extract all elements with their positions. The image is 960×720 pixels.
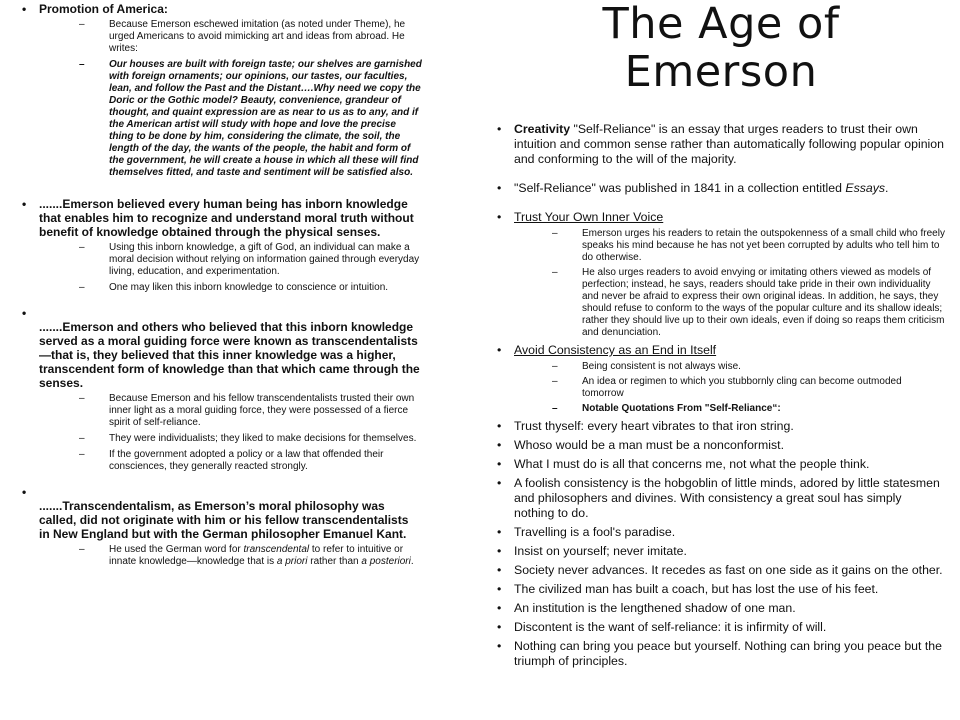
title-line-2: Emerson	[624, 47, 818, 97]
trust-heading: Trust Your Own Inner Voice	[514, 210, 664, 224]
sub-bullet	[57, 433, 422, 445]
quote-text: Discontent is the want of self-reliance: it is infirmity of will.	[514, 620, 827, 634]
sub-bullet-text: They were individualists; they liked to make decisions for themselves.	[109, 433, 417, 444]
sub-bullet	[57, 393, 422, 429]
sub-bullet-text: He also urges readers to avoid envying or imitating others viewed as models of perfection; instead, he says, readers should take pride in their own individuality and never be afraid to express their own original ideas. In addition, he says, they should refuse to conform to the ways of the popular culture and its shallow ideals; rather they should live up to their own ideals, even if doing so reaps them criticism and denunciation.	[582, 267, 945, 338]
quote-text: Trust thyself: every heart vibrates to that iron string.	[514, 419, 794, 433]
bullet-published	[497, 181, 945, 196]
avoid-heading: Avoid Consistency as an End in Itself	[514, 343, 717, 357]
sub-bullet	[57, 242, 422, 278]
sub-bullet-text: to refer to intuitive or innate knowledge—knowledge that is	[109, 544, 404, 567]
quote-item	[497, 457, 945, 472]
sub-bullet-text: Using this inborn knowledge, a gift of God, an individual can make a moral decision without relying on information gained through everyday living, education, and experimentation.	[109, 242, 420, 277]
quote-text: Nothing can bring you peace but yourself. Nothing can bring you peace but the triumph of principles.	[514, 639, 942, 668]
sub-bullet-quote	[57, 59, 422, 179]
quote-text: An institution is the lengthened shadow of one man.	[514, 601, 796, 615]
sub-bullet-text: Being consistent is not always wise.	[582, 361, 741, 372]
sub-bullet-text: Emerson urges his readers to retain the outspokenness of a small child who freely speaks his mind because he has not yet been corrupted by adults who tell him to do otherwise.	[582, 228, 945, 263]
sub-bullet-text: Notable Quotations From "Self-Reliance“:	[582, 403, 781, 414]
quote-text: The civilized man has built a coach, but has lost the use of his feet.	[514, 582, 879, 596]
page-title	[497, 0, 945, 96]
bullet-trust	[497, 210, 945, 339]
sub-bullet-text: One may liken this inborn knowledge to conscience or intuition.	[109, 282, 389, 293]
sub-bullet	[57, 544, 422, 568]
bullet-heading: .......Emerson believed every human being has inborn knowledge that enables him to recognize and understand moral truth without benefit of knowledge obtained through the physical senses.	[39, 197, 414, 239]
bullet-avoid	[497, 343, 945, 415]
sub-bullet-italic: transcendental	[243, 544, 310, 555]
creativity-label: Creativity	[514, 122, 571, 136]
quote-item	[497, 620, 945, 635]
bullet-list	[497, 122, 945, 669]
quote-item	[497, 419, 945, 434]
sub-bullet-text: Because Emerson eschewed imitation (as noted under Theme), he urged Americans to avoid mimicking art and ideas from abroad. He writes:	[109, 19, 406, 54]
bullet-list	[22, 2, 422, 568]
quote-item	[497, 544, 945, 559]
bullet-transcendentalism	[22, 485, 422, 568]
quote-item	[497, 639, 945, 669]
quote-item	[497, 563, 945, 578]
creativity-text: "Self-Reliance" is an essay that urges readers to trust their own intuition and common sense rather than automatically following popular opinion and conforming to the will of the majority.	[514, 122, 944, 166]
quote-item	[497, 525, 945, 540]
right-column	[497, 0, 945, 673]
quote-text: What I must do is all that concerns me, not what the people think.	[514, 457, 870, 471]
quote-item	[497, 582, 945, 597]
quote-item	[497, 601, 945, 616]
bullet-heading: .......Transcendentalism, as Emerson’s moral philosophy was called, did not originate with him or his fellow transcendentalists in New England but with the German philosopher Emanuel Kant.	[39, 499, 409, 541]
sub-bullet-text: An idea or regimen to which you stubbornly cling can become outmoded tomorrow	[582, 376, 902, 399]
sub-bullet	[57, 282, 422, 294]
sub-bullet	[57, 449, 422, 473]
sub-bullet	[532, 228, 945, 264]
sub-bullet-text: .	[410, 556, 414, 567]
bullet-transcendentalists	[22, 306, 422, 473]
sub-bullet	[57, 19, 422, 55]
bullet-heading: Promotion of America:	[39, 2, 168, 16]
sub-bullet-italic: a priori	[276, 556, 308, 567]
sub-bullet	[532, 361, 945, 373]
sub-bullet-text: If the government adopted a policy or a law that offended their consciences, they generally reacted strongly.	[109, 449, 384, 472]
bullet-creativity	[497, 122, 945, 167]
bullet-inborn	[22, 197, 422, 294]
quote-text: Travelling is a fool's paradise.	[514, 525, 676, 539]
sub-bullet-text: Our houses are built with foreign taste; our shelves are garnished with foreign ornaments; our opinions, our tastes, our faculties, lean, and follow the Past and the Distant….Why need we copy the Doric or the Gothic model? Beauty, convenience, grandeur of thought, and quaint expression are as near to us as to any, and if the American artist will study with hope and love the precise thing to be done by him, considering the climate, the soil, the length of the day, the wants of the people, the habit and form of the government, he will create a house in which all these will find themselves fitted, and taste and sentiment will be satisfied also.	[109, 59, 422, 178]
published-text: "Self-Reliance" was published in 1841 in a collection entitled	[514, 181, 846, 195]
quote-item	[497, 476, 945, 521]
bullet-heading: .......Emerson and others who believed that this inborn knowledge served as a moral guiding force were known as transcendentalists—that is, they believed that this inner knowledge was a higher, transcendent form of knowledge than that which came through the senses.	[39, 320, 420, 390]
sub-bullet	[532, 403, 945, 415]
quote-text: Society never advances. It recedes as fast on one side as it gains on the other.	[514, 563, 943, 577]
title-line-1: The Age of	[602, 0, 840, 49]
quote-item	[497, 438, 945, 453]
sub-bullet-italic: a posteriori	[361, 556, 411, 567]
quote-text: Insist on yourself; never imitate.	[514, 544, 687, 558]
left-column	[22, 2, 422, 572]
published-text: .	[885, 181, 889, 195]
bullet-promotion	[22, 2, 422, 179]
sub-bullet-text: rather than	[307, 556, 362, 567]
quote-text: A foolish consistency is the hobgoblin of little minds, adored by little statesmen and philosophers and divines. With consistency a great soul has simply nothing to do.	[514, 476, 940, 520]
sub-bullet	[532, 376, 945, 400]
sub-bullet-text: Because Emerson and his fellow transcendentalists trusted their own inner light as a moral guiding force, they were possessed of a fierce spirit of self-reliance.	[109, 393, 415, 428]
quote-text: Whoso would be a man must be a nonconformist.	[514, 438, 784, 452]
published-italic: Essays	[845, 181, 886, 195]
sub-bullet	[532, 267, 945, 339]
sub-bullet-text: He used the German word for	[109, 544, 244, 555]
